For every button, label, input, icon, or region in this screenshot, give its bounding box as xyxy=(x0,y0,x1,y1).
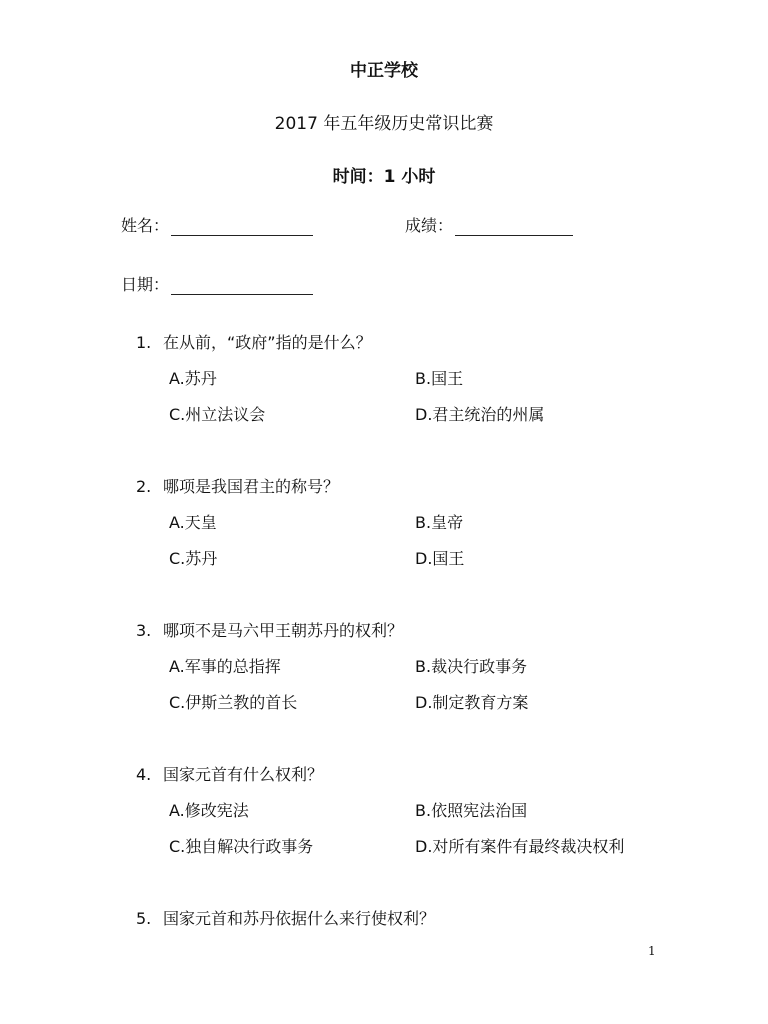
option-a: A.天皇 xyxy=(169,513,217,532)
date-blank-line xyxy=(171,276,313,295)
question-4 xyxy=(136,762,323,785)
question-text: 哪项不是马六甲王朝苏丹的权利？ xyxy=(163,621,404,640)
option-b: B.依照宪法治国 xyxy=(415,801,528,820)
time-limit: 时间：1 小时 xyxy=(332,167,436,187)
question-number: 5. xyxy=(136,909,152,928)
option-c: C.苏丹 xyxy=(169,549,218,568)
name-label: 姓名： xyxy=(121,216,170,235)
option-d: D.君主统治的州属 xyxy=(415,405,545,424)
option-d: D.国王 xyxy=(415,549,465,568)
question-text: 在从前，“政府”指的是什么？ xyxy=(163,333,372,352)
option-a: A.修改宪法 xyxy=(169,801,249,820)
question-1 xyxy=(136,330,372,353)
score-blank-line xyxy=(455,217,573,236)
page-number: 1 xyxy=(648,944,656,958)
score-label: 成绩： xyxy=(405,216,454,235)
option-c: C.独自解决行政事务 xyxy=(169,837,314,856)
option-d: D.制定教育方案 xyxy=(415,693,529,712)
contest-title: 2017 年五年级历史常识比赛 xyxy=(274,114,494,134)
question-number: 4. xyxy=(136,765,152,784)
question-number: 2. xyxy=(136,477,152,496)
question-text: 国家元首和苏丹依据什么来行使权利？ xyxy=(163,909,436,928)
question-text: 国家元首有什么权利？ xyxy=(163,765,324,784)
option-c: C.州立法议会 xyxy=(169,405,266,424)
school-title: 中正学校 xyxy=(350,61,418,81)
option-d: D.对所有案件有最终裁决权利 xyxy=(415,837,625,856)
option-b: B.裁决行政事务 xyxy=(415,657,528,676)
option-a: A.军事的总指挥 xyxy=(169,657,281,676)
question-3 xyxy=(136,618,403,641)
option-b: B.国王 xyxy=(415,369,464,388)
question-number: 1. xyxy=(136,333,152,352)
date-label: 日期： xyxy=(121,275,170,294)
question-2 xyxy=(136,474,339,497)
option-c: C.伊斯兰教的首长 xyxy=(169,693,298,712)
date-field xyxy=(121,272,313,295)
name-blank-line xyxy=(171,217,313,236)
question-text: 哪项是我国君主的称号？ xyxy=(163,477,340,496)
name-field xyxy=(121,213,313,236)
score-field xyxy=(405,213,573,236)
question-number: 3. xyxy=(136,621,152,640)
option-a: A.苏丹 xyxy=(169,369,217,388)
question-5 xyxy=(136,906,435,929)
option-b: B.皇帝 xyxy=(415,513,464,532)
